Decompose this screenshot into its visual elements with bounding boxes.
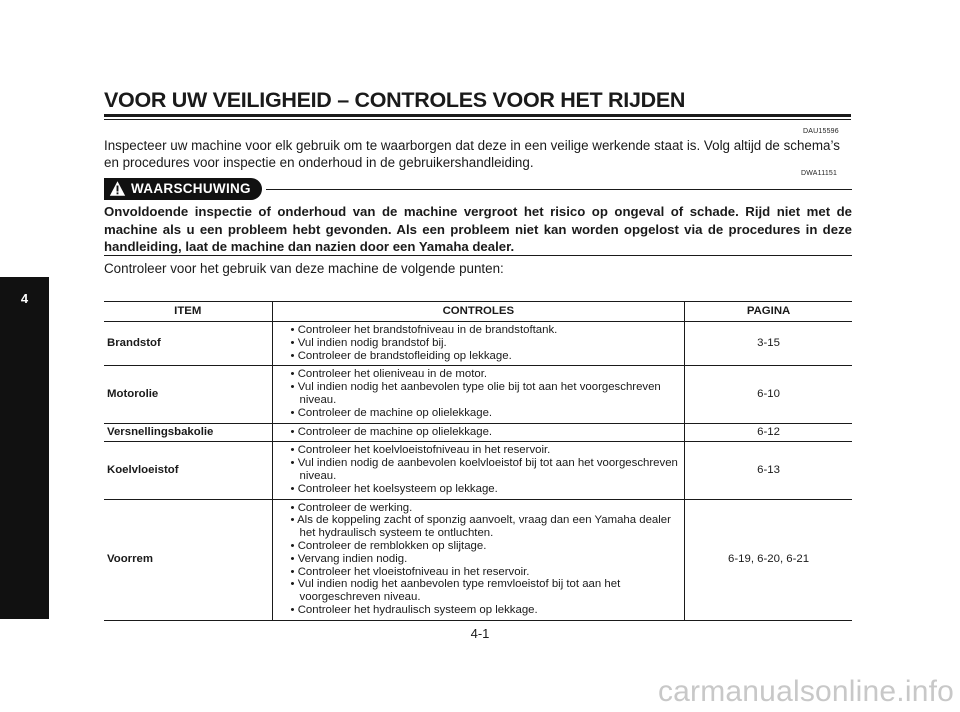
row-page: 6-19, 6-20, 6-21 (685, 499, 852, 620)
header-item: ITEM (104, 302, 272, 322)
page-title: VOOR UW VEILIGHEID – CONTROLES VOOR HET RIJDEN (104, 88, 686, 112)
table-row (104, 499, 852, 620)
table-row (104, 423, 852, 442)
intro-paragraph: Inspecteer uw machine voor elk gebruik om te waarborgen dat deze in een veilige werkende staat is. Volg altijd de schema’s en procedures voor inspectie en onderhoud in de gebruikershandleiding. (104, 138, 840, 170)
warning-badge (104, 178, 262, 200)
check-item: • Controleer het vloeistofniveau in het reservoir. (290, 565, 530, 578)
chapter-tab (0, 277, 49, 619)
row-item: Brandstof (104, 322, 272, 366)
check-item: • Als de koppeling zacht of sponzig aanvoelt, vraag dan een Yamaha dealer het hydraulisch systeem te ontluchten. (290, 514, 671, 540)
table-row (104, 366, 852, 423)
check-item: • Controleer de remblokken op slijtage. (290, 539, 487, 552)
row-page: 3-15 (685, 322, 852, 366)
row-checks (272, 423, 685, 442)
checklist-lead: Controleer voor het gebruik van deze machine de volgende punten: (104, 261, 504, 276)
header-page: PAGINA (685, 302, 852, 322)
title-rule-thin (104, 119, 851, 120)
check-item: • Controleer het koelvloeistofniveau in het reservoir. (290, 444, 551, 457)
warning-triangle-icon (109, 180, 126, 197)
row-item: Koelvloeistof (104, 442, 272, 499)
check-item: • Controleer de machine op olielekkage. (290, 406, 493, 419)
row-item: Versnellingsbakolie (104, 423, 272, 442)
table-row (104, 322, 852, 366)
row-page: 6-10 (685, 366, 852, 423)
check-item: • Vul indien nodig het aanbevolen type olie bij tot aan het voorgeschreven niveau. (290, 381, 661, 406)
row-item: Motorolie (104, 366, 272, 423)
row-checks (272, 499, 685, 620)
check-item: • Vul indien nodig brandstof bij. (290, 336, 447, 349)
row-checks (272, 366, 685, 423)
check-item: • Controleer het hydraulisch systeem op lekkage. (290, 603, 538, 616)
check-item: • Vul indien nodig de aanbevolen koelvloeistof bij tot aan het voorgeschreven niveau. (290, 457, 678, 482)
row-checks (272, 322, 685, 366)
check-item: • Controleer het brandstofniveau in de brandstoftank. (290, 324, 558, 336)
check-item: • Controleer de werking. (290, 501, 413, 514)
warning-label: WAARSCHUWING (131, 181, 251, 196)
check-item: • Vul indien nodig het aanbevolen type remvloeistof bij tot aan het voorgeschreven niveau. (290, 578, 621, 604)
chapter-number: 4 (20, 291, 29, 306)
warning-end-rule (104, 255, 852, 256)
check-item: • Controleer het olieniveau in de motor. (290, 368, 488, 381)
row-page: 6-13 (685, 442, 852, 499)
row-page: 6-12 (685, 423, 852, 442)
check-item: • Vervang indien nodig. (290, 552, 408, 565)
inspection-table (104, 301, 852, 621)
check-item: • Controleer het koelsysteem op lekkage. (290, 482, 498, 495)
watermark: carmanualsonline.info (657, 675, 954, 708)
warning-header (104, 178, 852, 200)
row-checks (272, 442, 685, 499)
table-header-row (104, 302, 852, 322)
table-body (104, 322, 852, 621)
title-rule (104, 114, 851, 117)
table-row (104, 442, 852, 499)
page-number: 4-1 (470, 626, 490, 641)
check-item: • Controleer de brandstofleiding op lekkage. (290, 349, 512, 362)
header-checks: CONTROLES (272, 302, 685, 322)
warning-text: Onvoldoende inspectie of onderhoud van de machine vergroot het risico op ongeval of schade. Rijd niet met de machine als u een probleem hebt gevonden. Als een probleem niet kan worden opgelost via de procedures in deze handleiding, laat de machine dan nazien door een Yamaha dealer. (104, 204, 852, 254)
check-item: • Controleer de machine op olielekkage. (290, 425, 493, 438)
warning-code: DWA11151 (801, 170, 838, 177)
row-item: Voorrem (104, 499, 272, 620)
warning-rule (266, 189, 852, 190)
intro-code: DAU15596 (803, 128, 839, 135)
